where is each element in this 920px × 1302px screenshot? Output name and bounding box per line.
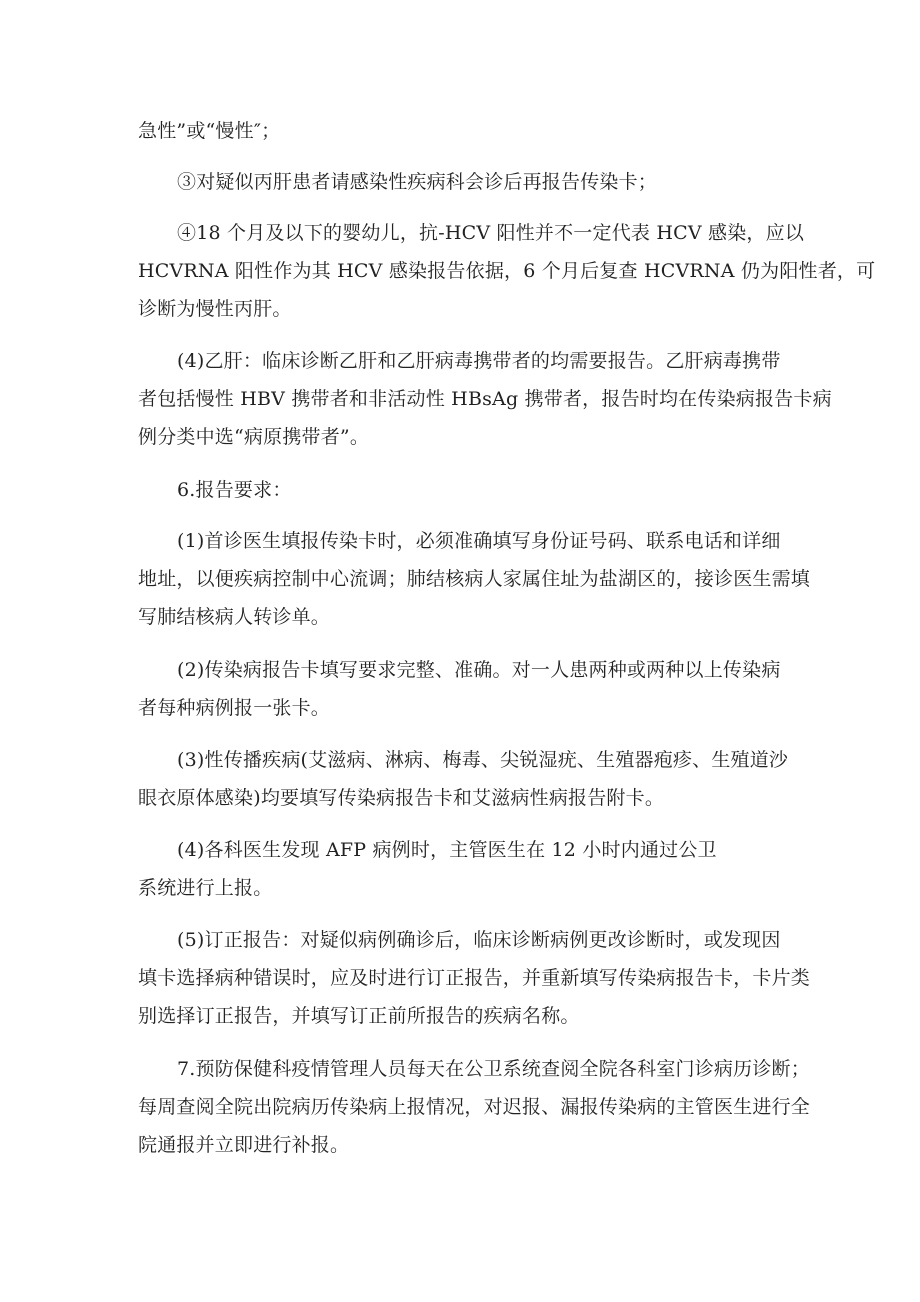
paragraph-hcv-consultation: [138, 163, 794, 201]
text-line: (4)各科医生发现 AFP 病例时，主管医生在 12 小时内通过公卫: [177, 839, 717, 861]
text-line: 系统进行上报。: [138, 877, 273, 899]
text-line: 诊断为慢性丙肝。: [138, 298, 292, 320]
text-line: 地址，以便疾病控制中心流调；肺结核病人家属住址为盐湖区的，接诊医生需填: [138, 568, 811, 590]
text-line: (1)首诊医生填报传染卡时，必须准确填写身份证号码、联系电话和详细: [177, 530, 781, 552]
text-line: ④18 个月及以下的婴幼儿，抗-HCV 阳性并不一定代表 HCV 感染，应以: [177, 222, 805, 244]
text-line: (3)性传播疾病(艾滋病、淋病、梅毒、尖锐湿疣、生殖器疱疹、生殖道沙: [177, 749, 789, 771]
paragraph-afp-cases: [138, 831, 794, 907]
text-line: 例分类中选“病原携带者”。: [138, 426, 370, 448]
text-line: 院通报并立即进行补报。: [138, 1134, 350, 1156]
text-line: 7.预防保健科疫情管理人员每天在公卫系统查阅全院各科室门诊病历诊断；: [177, 1058, 810, 1080]
text-line: 者每种病例报一张卡。: [138, 697, 331, 719]
paragraph-hepatitis-b: [138, 342, 832, 456]
paragraph-continuation-acute-chronic: [138, 112, 794, 150]
text-line: 填卡选择病种错误时，应及时进行订正报告，并重新填写传染病报告卡，卡片类: [138, 967, 811, 989]
text-line: (5)订正报告：对疑似病例确诊后，临床诊断病例更改诊断时，或发现因: [177, 929, 781, 951]
paragraph-first-visit-doctor: [138, 522, 811, 636]
paragraph-hcv-infants: [138, 214, 876, 328]
text-line: 6.报告要求：: [177, 479, 292, 501]
text-line: 眼衣原体感染)均要填写传染病报告卡和艾滋病性病报告附卡。: [138, 787, 665, 809]
text-line: 急性”或“慢性″；: [138, 120, 281, 142]
text-line: (4)乙肝：临床诊断乙肝和乙肝病毒携带者的均需要报告。乙肝病毒携带: [177, 350, 781, 372]
text-line: 者包括慢性 HBV 携带者和非活动性 HBsAg 携带者，报告时均在传染病报告卡病: [138, 388, 832, 410]
text-line: (2)传染病报告卡填写要求完整、准确。对一人患两种或两种以上传染病: [177, 659, 781, 681]
text-line: ③对疑似丙肝患者请感染性疾病科会诊后再报告传染卡；: [177, 171, 658, 193]
paragraph-epidemic-management: [138, 1050, 811, 1164]
paragraph-std-reporting: [138, 741, 794, 817]
text-line: 每周查阅全院出院病历传染病上报情况，对迟报、漏报传染病的主管医生进行全: [138, 1096, 811, 1118]
section-heading-report-requirements: [138, 471, 794, 509]
text-line: 写肺结核病人转诊单。: [138, 606, 331, 628]
text-line: 别选择订正报告，并填写订正前所报告的疾病名称。: [138, 1005, 580, 1027]
paragraph-report-card-complete: [138, 651, 794, 727]
text-line: HCVRNA 阳性作为其 HCV 感染报告依据，6 个月后复查 HCVRNA 仍为阳性者，可: [138, 260, 876, 282]
paragraph-correction-report: [138, 921, 811, 1035]
